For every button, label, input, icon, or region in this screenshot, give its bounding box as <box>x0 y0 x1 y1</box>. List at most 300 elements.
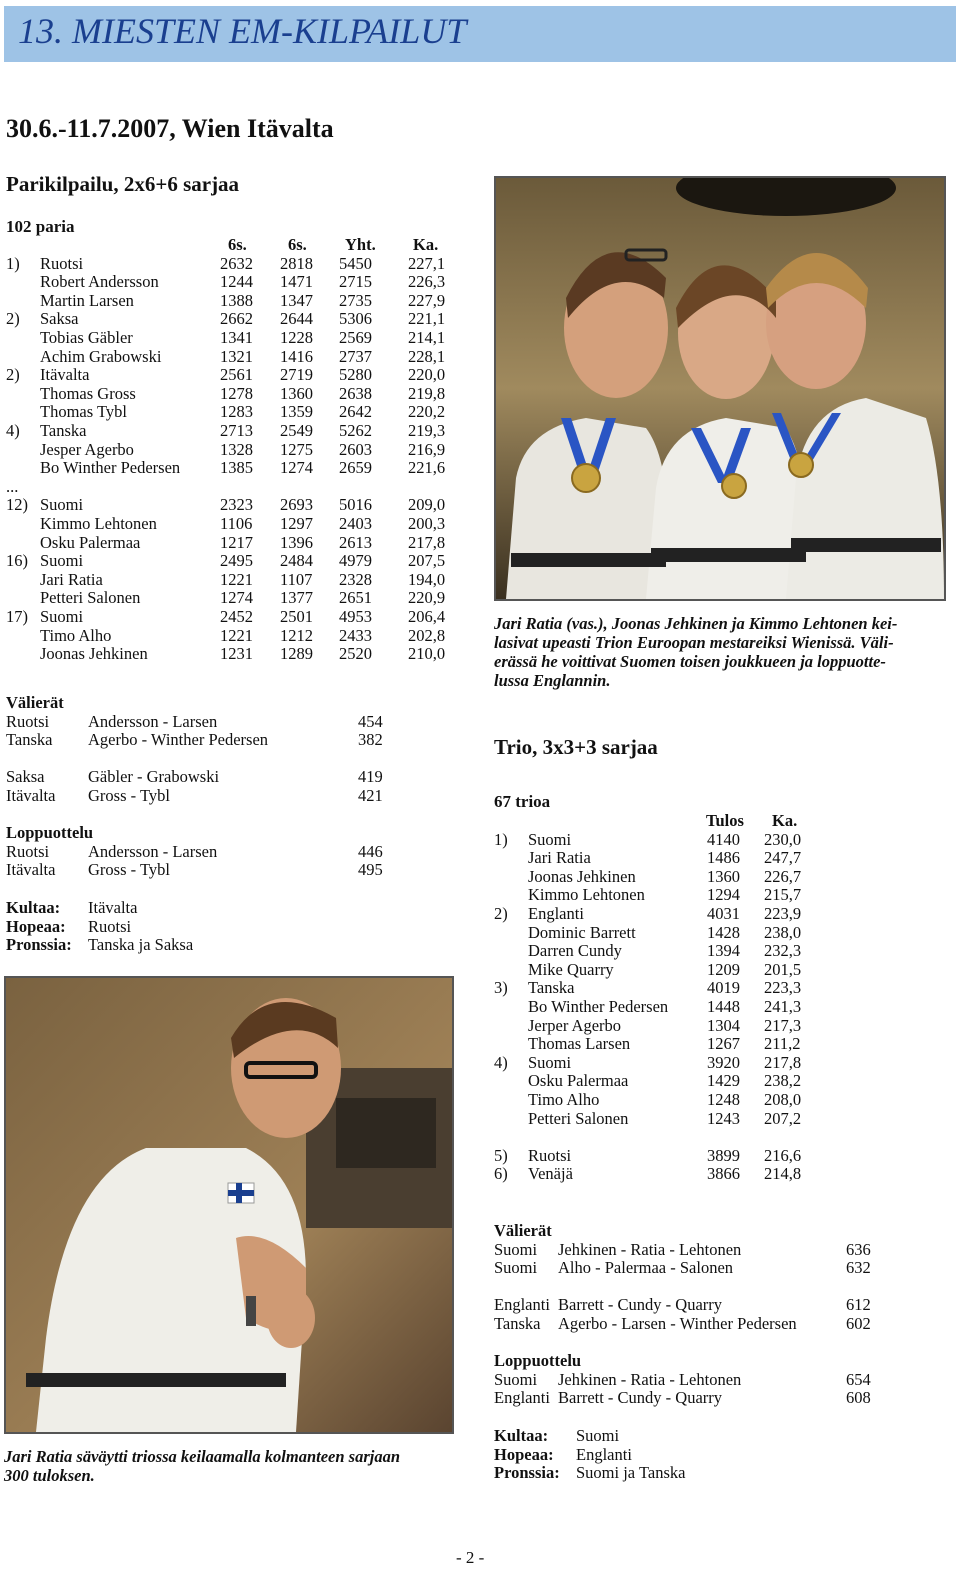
score-cell: 2644 <box>280 309 313 329</box>
average-cell: 207,2 <box>764 1108 802 1128</box>
total-cell: 2735 <box>339 290 372 310</box>
average-cell: 220,0 <box>408 365 446 385</box>
average-cell: 232,3 <box>764 941 802 961</box>
pairs-heading: Parikilpailu, 2x6+6 sarjaa <box>6 172 240 196</box>
average-cell: 247,7 <box>764 848 802 868</box>
score-cell: 1221 <box>220 569 253 589</box>
table-row <box>494 885 824 904</box>
name-cell: Thomas Gross <box>40 383 136 403</box>
players-cell: Agerbo - Winther Pedersen <box>88 730 269 750</box>
total-cell: 2433 <box>339 625 372 645</box>
name-cell: Englanti <box>528 904 584 923</box>
score-cell: 2693 <box>280 495 313 515</box>
score-cell: 608 <box>846 1388 871 1408</box>
score-cell: 419 <box>358 767 383 787</box>
medal-row <box>6 935 406 954</box>
average-cell: 219,8 <box>408 383 446 403</box>
average-cell: 207,5 <box>408 551 446 571</box>
total-cell: 2737 <box>339 346 372 366</box>
total-cell: 5306 <box>339 309 372 329</box>
col-header: Ka. <box>772 811 798 830</box>
average-cell: 227,1 <box>408 253 446 273</box>
pairs-table-header <box>6 235 456 254</box>
table-row <box>6 477 456 496</box>
score-cell: 1385 <box>220 458 253 478</box>
name-cell: Suomi <box>528 1052 572 1072</box>
score-cell: 1267 <box>707 1034 740 1054</box>
trio-photo-caption <box>494 614 944 690</box>
score-cell: 3866 <box>707 1164 740 1184</box>
medal-row <box>6 898 406 917</box>
name-cell: Jari Ratia <box>528 848 591 868</box>
score-cell: 1321 <box>220 346 253 366</box>
table-row <box>494 923 824 942</box>
players-cell: Jehkinen - Ratia - Lehtonen <box>558 1239 742 1259</box>
score-cell: 612 <box>846 1295 871 1315</box>
table-row <box>494 1071 824 1090</box>
trio-heading: Trio, 3x3+3 sarjaa <box>494 735 658 759</box>
score-cell: 382 <box>358 730 383 750</box>
table-row <box>6 495 456 514</box>
name-cell: Achim Grabowski <box>40 346 162 366</box>
team-cell: Itävalta <box>6 786 56 805</box>
medal-row <box>494 1463 894 1482</box>
average-cell: 211,2 <box>764 1034 801 1054</box>
team-cell: Tanska <box>6 730 53 750</box>
table-row <box>494 997 824 1016</box>
col-header: Tulos <box>706 811 744 830</box>
average-cell: 217,8 <box>764 1052 802 1072</box>
score-cell: 2818 <box>280 253 313 273</box>
total-cell: 2659 <box>339 458 372 478</box>
rank-cell: 1) <box>494 829 508 849</box>
medal-label: Kultaa: <box>6 898 61 917</box>
score-cell: 2452 <box>220 607 253 626</box>
semi-row <box>6 730 456 749</box>
score-cell: 1360 <box>280 383 313 403</box>
players-cell: Gäbler - Grabowski <box>88 767 220 787</box>
table-row <box>6 607 456 626</box>
final-row <box>6 860 456 879</box>
name-cell: Suomi <box>528 829 572 849</box>
name-cell: Kimmo Lehtonen <box>40 514 157 533</box>
rank-cell: 16) <box>6 551 28 571</box>
score-cell: 2662 <box>220 309 253 329</box>
score-cell: 1228 <box>280 328 313 347</box>
semi-row <box>6 767 456 786</box>
team-cell: Suomi <box>494 1239 538 1259</box>
average-cell: 215,7 <box>764 885 802 905</box>
total-cell: 2603 <box>339 439 372 459</box>
total-cell: 2642 <box>339 402 372 422</box>
score-cell: 1429 <box>707 1071 740 1091</box>
medal-value: Englanti <box>576 1444 632 1464</box>
score-cell: 1341 <box>220 328 253 347</box>
table-row <box>494 978 824 997</box>
table-row <box>6 421 456 440</box>
rank-cell: ... <box>6 476 19 496</box>
caption-line: Jari Ratia (vas.), Joonas Jehkinen ja Kimmo Lehtonen kei- <box>494 614 898 633</box>
score-cell: 2484 <box>280 551 313 571</box>
average-cell: 214,1 <box>408 328 446 347</box>
score-cell: 2719 <box>280 365 313 385</box>
score-cell: 1248 <box>707 1090 740 1109</box>
average-cell: 194,0 <box>408 569 446 589</box>
score-cell: 2713 <box>220 421 253 440</box>
score-cell: 2561 <box>220 365 253 385</box>
average-cell: 208,0 <box>764 1090 802 1109</box>
average-cell: 228,1 <box>408 346 446 366</box>
average-cell: 206,4 <box>408 607 446 626</box>
score-cell: 3920 <box>707 1052 740 1072</box>
rank-cell: 5) <box>494 1145 508 1165</box>
medal-label: Hopeaa: <box>6 916 66 936</box>
average-cell: 223,3 <box>764 978 802 998</box>
name-cell: Osku Palermaa <box>40 532 141 552</box>
name-cell: Bo Winther Pedersen <box>528 997 669 1016</box>
name-cell: Timo Alho <box>528 1090 600 1109</box>
final-row <box>494 1370 944 1389</box>
table-row <box>6 626 456 645</box>
trio-team-photo <box>494 176 946 601</box>
table-row <box>6 533 456 552</box>
pairs-finals-section <box>6 693 456 963</box>
name-cell: Itävalta <box>40 365 90 385</box>
caption-line: lasivat upeasti Trion Euroopan mestareiksi Wienissä. Väli- <box>494 633 894 652</box>
rank-cell: 17) <box>6 607 28 626</box>
table-row <box>494 867 824 886</box>
name-cell: Venäjä <box>528 1164 573 1184</box>
name-cell: Ruotsi <box>528 1145 572 1165</box>
rank-cell: 4) <box>6 421 20 440</box>
team-cell: Saksa <box>6 767 45 787</box>
total-cell: 2613 <box>339 532 372 552</box>
total-cell: 4979 <box>339 551 372 571</box>
players-cell: Jehkinen - Ratia - Lehtonen <box>558 1369 742 1389</box>
team-cell: Itävalta <box>6 860 56 880</box>
average-cell: 209,0 <box>408 495 446 515</box>
name-cell: Tanska <box>528 978 575 998</box>
total-cell: 2403 <box>339 514 372 533</box>
score-cell: 1394 <box>707 941 740 961</box>
name-cell: Darren Cundy <box>528 941 622 961</box>
rank-cell: 2) <box>6 365 20 385</box>
score-cell: 2549 <box>280 421 313 440</box>
score-cell: 636 <box>846 1239 871 1259</box>
score-cell: 1428 <box>707 922 740 942</box>
average-cell: 214,8 <box>764 1164 802 1184</box>
average-cell: 226,7 <box>764 866 802 886</box>
name-cell: Jesper Agerbo <box>40 439 134 459</box>
score-cell: 3899 <box>707 1145 740 1165</box>
table-row <box>494 848 824 867</box>
players-cell: Alho - Palermaa - Salonen <box>558 1258 734 1278</box>
total-cell: 5016 <box>339 495 372 515</box>
average-cell: 217,8 <box>408 532 446 552</box>
rank-cell: 3) <box>494 978 508 998</box>
score-cell: 1448 <box>707 997 740 1016</box>
table-row <box>6 402 456 421</box>
average-cell: 226,3 <box>408 272 446 292</box>
col-header: 6s. <box>228 235 247 254</box>
score-cell: 4019 <box>707 978 740 998</box>
players-cell: Andersson - Larsen <box>88 711 218 731</box>
medal-value: Suomi <box>576 1426 620 1445</box>
total-cell: 2328 <box>339 569 372 589</box>
score-cell: 1486 <box>707 848 740 868</box>
average-cell: 221,1 <box>408 309 446 329</box>
trio-team-photo-image <box>496 178 944 599</box>
rank-cell: 2) <box>494 904 508 923</box>
bowler-photo-image <box>6 978 452 1432</box>
medal-row <box>494 1445 894 1464</box>
trio-semis-title: Välierät <box>494 1221 552 1240</box>
score-cell: 1244 <box>220 272 253 292</box>
score-cell: 1294 <box>707 885 740 905</box>
score-cell: 1297 <box>280 514 313 533</box>
score-cell: 1359 <box>280 402 313 422</box>
average-cell: 220,9 <box>408 588 446 608</box>
score-cell: 1243 <box>707 1108 740 1128</box>
table-row <box>494 904 824 923</box>
score-cell: 1377 <box>280 588 313 608</box>
team-cell: Ruotsi <box>6 711 50 731</box>
caption-line: erässä he voittivat Suomen toisen joukkueen ja loppuotte- <box>494 652 886 671</box>
score-cell: 2323 <box>220 495 253 515</box>
score-cell: 1416 <box>280 346 313 366</box>
name-cell: Suomi <box>40 495 84 515</box>
table-row <box>494 830 824 849</box>
caption-line: 300 tuloksen. <box>4 1466 95 1485</box>
col-header: Ka. <box>413 235 439 254</box>
score-cell: 1275 <box>280 439 313 459</box>
score-cell: 4031 <box>707 904 740 923</box>
col-header: 6s. <box>288 235 307 254</box>
medal-value: Suomi ja Tanska <box>576 1463 686 1483</box>
final-row <box>6 842 456 861</box>
table-row <box>6 254 456 273</box>
rank-cell: 12) <box>6 495 28 515</box>
average-cell: 216,6 <box>764 1145 802 1165</box>
name-cell: Saksa <box>40 309 79 329</box>
table-row <box>494 1034 824 1053</box>
table-row <box>6 644 456 663</box>
name-cell: Ruotsi <box>40 253 84 273</box>
name-cell: Bo Winther Pedersen <box>40 458 181 478</box>
table-row <box>6 272 456 291</box>
medal-value: Itävalta <box>88 898 138 917</box>
name-cell: Martin Larsen <box>40 290 134 310</box>
average-cell: 210,0 <box>408 644 446 664</box>
score-cell: 454 <box>358 711 383 731</box>
table-row <box>6 328 456 347</box>
score-cell: 1274 <box>280 458 313 478</box>
table-row <box>6 588 456 607</box>
average-cell: 217,3 <box>764 1015 802 1035</box>
team-cell: Englanti <box>494 1295 550 1315</box>
col-header: Yht. <box>345 235 376 254</box>
table-row <box>494 1016 824 1035</box>
score-cell: 1360 <box>707 866 740 886</box>
page-title: 13. MIESTEN EM-KILPAILUT <box>18 11 467 51</box>
rank-cell: 6) <box>494 1164 508 1184</box>
medal-label: Hopeaa: <box>494 1444 554 1464</box>
score-cell: 1283 <box>220 402 253 422</box>
medal-label: Kultaa: <box>494 1426 549 1445</box>
pairs-semis-title: Välierät <box>6 693 64 712</box>
semi-row <box>494 1314 944 1333</box>
semi-row <box>494 1240 944 1259</box>
trio-count: 67 trioa <box>494 792 551 811</box>
score-cell: 1221 <box>220 625 253 645</box>
table-row <box>6 291 456 310</box>
semi-row <box>494 1258 944 1277</box>
table-row <box>494 1164 824 1183</box>
table-row <box>6 551 456 570</box>
average-cell: 201,5 <box>764 959 802 979</box>
semi-row <box>6 712 456 731</box>
score-cell: 2632 <box>220 253 253 273</box>
total-cell: 2520 <box>339 644 372 664</box>
bowler-photo-caption <box>4 1447 464 1485</box>
score-cell: 495 <box>358 860 383 880</box>
table-row <box>6 440 456 459</box>
score-cell: 1217 <box>220 532 253 552</box>
caption-line: Jari Ratia säväytti triossa keilaamalla kolmanteen sarjaan <box>4 1447 401 1466</box>
medal-value: Tanska ja Saksa <box>88 935 194 955</box>
average-cell: 200,3 <box>408 514 446 533</box>
average-cell: 219,3 <box>408 421 446 440</box>
total-cell: 2715 <box>339 272 372 292</box>
table-row <box>6 514 456 533</box>
table-row <box>494 960 824 979</box>
average-cell: 221,6 <box>408 458 446 478</box>
score-cell: 2501 <box>280 607 313 626</box>
name-cell: Jari Ratia <box>40 569 103 589</box>
score-cell: 654 <box>846 1369 871 1389</box>
players-cell: Agerbo - Larsen - Winther Pedersen <box>558 1314 797 1333</box>
name-cell: Petteri Salonen <box>40 588 141 608</box>
name-cell: Jerper Agerbo <box>528 1015 622 1035</box>
score-cell: 1209 <box>707 959 740 979</box>
score-cell: 2495 <box>220 551 253 571</box>
team-cell: Suomi <box>494 1369 538 1389</box>
table-row <box>6 365 456 384</box>
name-cell: Osku Palermaa <box>528 1071 629 1091</box>
name-cell: Suomi <box>40 551 84 571</box>
average-cell: 241,3 <box>764 997 802 1016</box>
team-cell: Englanti <box>494 1388 550 1408</box>
players-cell: Barrett - Cundy - Quarry <box>558 1388 723 1408</box>
score-cell: 1289 <box>280 644 313 664</box>
caption-line: lussa Englannin. <box>494 671 611 690</box>
team-cell: Ruotsi <box>6 841 50 861</box>
medal-label: Pronssia: <box>6 935 72 955</box>
score-cell: 1278 <box>220 383 253 403</box>
name-cell: Dominic Barrett <box>528 922 636 942</box>
medal-value: Ruotsi <box>88 916 132 936</box>
total-cell: 2638 <box>339 383 372 403</box>
table-row <box>6 458 456 477</box>
name-cell: Kimmo Lehtonen <box>528 885 645 905</box>
players-cell: Gross - Tybl <box>88 860 170 880</box>
score-cell: 421 <box>358 786 383 805</box>
name-cell: Timo Alho <box>40 625 112 645</box>
total-cell: 5262 <box>339 421 372 440</box>
score-cell: 1347 <box>280 290 313 310</box>
rank-cell: 1) <box>6 253 20 273</box>
table-row <box>6 384 456 403</box>
score-cell: 1212 <box>280 625 313 645</box>
semi-row <box>6 786 456 805</box>
score-cell: 632 <box>846 1258 871 1278</box>
final-row <box>494 1388 944 1407</box>
average-cell: 220,2 <box>408 402 446 422</box>
score-cell: 602 <box>846 1314 871 1333</box>
players-cell: Barrett - Cundy - Quarry <box>558 1295 723 1315</box>
trio-results-table <box>494 811 824 1191</box>
medal-label: Pronssia: <box>494 1463 560 1483</box>
total-cell: 2569 <box>339 328 372 347</box>
total-cell: 2651 <box>339 588 372 608</box>
score-cell: 1107 <box>280 569 313 589</box>
name-cell: Robert Andersson <box>40 272 159 292</box>
table-row <box>494 1090 824 1109</box>
event-title: 30.6.-11.7.2007, Wien Itävalta <box>6 114 334 143</box>
total-cell: 5450 <box>339 253 372 273</box>
total-cell: 4953 <box>339 607 372 626</box>
pairs-results-table <box>6 235 456 665</box>
players-cell: Gross - Tybl <box>88 786 170 805</box>
name-cell: Thomas Tybl <box>40 402 127 422</box>
trio-final-title: Loppuottelu <box>494 1351 582 1370</box>
table-row <box>494 1146 824 1165</box>
average-cell: 223,9 <box>764 904 802 923</box>
players-cell: Andersson - Larsen <box>88 841 218 861</box>
name-cell: Tobias Gäbler <box>40 328 133 347</box>
average-cell: 227,9 <box>408 290 446 310</box>
score-cell: 4140 <box>707 829 740 849</box>
score-cell: 1304 <box>707 1015 740 1035</box>
average-cell: 202,8 <box>408 625 446 645</box>
average-cell: 238,2 <box>764 1071 802 1091</box>
name-cell: Thomas Larsen <box>528 1034 631 1054</box>
name-cell: Joonas Jehkinen <box>528 866 636 886</box>
table-row <box>494 1109 824 1128</box>
pairs-final-title: Loppuottelu <box>6 823 94 842</box>
table-row <box>494 1053 824 1072</box>
name-cell: Petteri Salonen <box>528 1108 629 1128</box>
score-cell: 1471 <box>280 272 313 292</box>
medal-row <box>6 917 406 936</box>
score-cell: 1396 <box>280 532 313 552</box>
average-cell: 230,0 <box>764 829 802 849</box>
name-cell: Suomi <box>40 607 84 626</box>
score-cell: 446 <box>358 841 383 861</box>
bowler-photo <box>4 976 454 1434</box>
score-cell: 1328 <box>220 439 253 459</box>
table-row <box>6 347 456 366</box>
table-row <box>494 941 824 960</box>
total-cell: 5280 <box>339 365 372 385</box>
team-cell: Suomi <box>494 1258 538 1278</box>
score-cell: 1106 <box>220 514 253 533</box>
rank-cell: 4) <box>494 1052 508 1072</box>
medal-row <box>494 1426 894 1445</box>
average-cell: 238,0 <box>764 922 802 942</box>
rank-cell: 2) <box>6 309 20 329</box>
score-cell: 1388 <box>220 290 253 310</box>
